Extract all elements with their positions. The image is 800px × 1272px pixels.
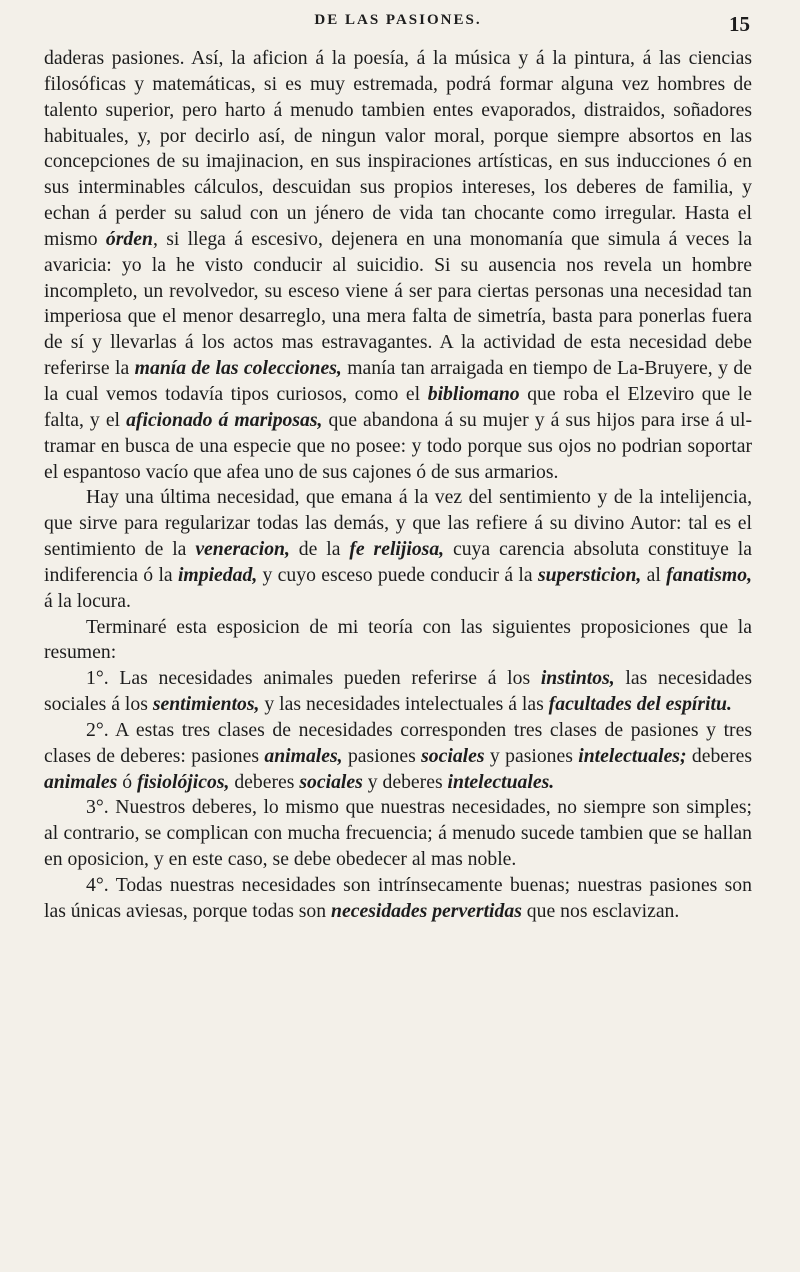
text-run: al: [641, 563, 667, 586]
emphasis: facultades del espíritu.: [548, 693, 732, 716]
emphasis: fe relijiosa,: [349, 538, 445, 561]
emphasis: sociales: [421, 744, 485, 767]
text-run: que nos esclavizan.: [521, 899, 680, 922]
text-run: cuya carencia absoluta constituye la indiferencia ó la: [44, 538, 752, 586]
text-run: Hay una última necesidad, que emana á la vez del sentimiento y de la intelijencia, que sirve para regularizar todas las demás, y que las refiere á su divino Autor: tal es el sentimiento de la: [44, 486, 752, 561]
emphasis: intelectuales.: [447, 770, 555, 793]
text-run: y pasiones: [484, 744, 579, 767]
paragraph-3: [44, 615, 752, 667]
proposition-1: [44, 666, 752, 718]
emphasis: sociales: [299, 770, 363, 793]
emphasis: bibliomano: [427, 382, 520, 405]
running-head: [44, 12, 752, 40]
text-run: 1°. Las necesidades animales pueden referirse á los: [86, 667, 541, 690]
emphasis: sentimientos,: [152, 693, 260, 716]
text-run: las necesidades sociales á los: [44, 667, 752, 716]
text-run: y deberes: [362, 770, 448, 793]
text-run: ó: [117, 770, 137, 793]
proposition-4: [44, 873, 752, 925]
text-run: de la: [289, 538, 350, 561]
text-run: 4°. Todas nuestras necesidades son intrínsecamente buenas; nuestras pasiones son las únicas aviesas, porque todas son: [44, 874, 752, 922]
text-run: y las necesidades intelectuales á las: [259, 693, 549, 716]
text-run: que roba el Elzeviro que le falta, y el: [44, 382, 753, 431]
paragraph-2: [44, 485, 752, 614]
text-run: daderas pasiones. Así, la aficion á la poesía, á la música y á la pintura, á las ciencias filosóficas y matemáticas, si es muy estremada, podrá formar alguna vez hombres de talento superior, pero harto á menudo tambien entes evaporados, distraidos, soñadores habituales, y, por decirlo así, de ningun valor moral, porque siempre absortos en las concepciones de su imajinacion, en sus inspiraciones artísticas, en sus inducciones ó en sus interminables cálculos, descuidan sus propios intereses, los deberes de familia, y echan á perder su salud con un jénero de vida tan chocante como irregular. Hasta el mismo: [44, 47, 752, 250]
page-number: 15: [729, 12, 750, 36]
proposition-2: [44, 718, 752, 796]
text-run: , si llega á escesivo, dejenera en una monomanía que simula á veces la avaricia: yo la he visto conducir al suicidio. Si su ausencia nos revela un hombre incompleto, un revolvedor, su esceso viene á ser para ciertas personas una necesidad tan imperiosa que el menor desarreglo, una mera falta de simetría, basta para ponerlas fuera de sí y llevarlas á los actos mas estravagantes. A la actividad de esta necesidad debe referirse la: [44, 227, 752, 380]
text-run: 3°. Nuestros deberes, lo mismo que nuestras necesidades, no siempre son simples; al contrario, se complican con mucha frecuencia; á menudo sucede tambien que se hallan en oposicion, y en este caso, se debe obedecer al mas noble.: [44, 796, 752, 871]
emphasis: aficionado á mariposas,: [126, 408, 323, 431]
emphasis: instintos,: [540, 667, 615, 690]
emphasis: manía de las colecciones,: [134, 357, 342, 380]
text-run: manía tan arraigada en tiempo de La-Bruyere, y de la cual vemos todavía tipos curiosos, como el: [44, 357, 753, 405]
paragraph-1: [44, 46, 752, 485]
text-run: Terminaré esta esposicion de mi teoría con las siguientes proposiciones que la resumen:: [44, 615, 752, 664]
text-run: y cuyo esceso puede conducir á la: [257, 563, 538, 586]
emphasis: animales,: [264, 744, 343, 767]
emphasis: necesidades pervertidas: [331, 899, 522, 922]
body-text: [44, 46, 752, 925]
text-run: pasiones: [342, 744, 422, 767]
emphasis: órden: [105, 227, 153, 250]
emphasis: fanatismo,: [666, 563, 753, 586]
proposition-3: [44, 795, 752, 873]
text-run: deberes: [229, 770, 300, 793]
emphasis: intelectuales;: [578, 744, 687, 767]
emphasis: veneracion,: [195, 538, 290, 561]
emphasis: animales: [44, 770, 118, 793]
running-title: DE LAS PASIONES.: [314, 12, 482, 28]
emphasis: impiedad,: [177, 563, 258, 586]
text-run: á la locura.: [44, 589, 131, 612]
emphasis: supersticion,: [537, 563, 642, 586]
text-run: deberes: [686, 744, 753, 767]
emphasis: fisiolójicos,: [136, 770, 230, 793]
text-run: 2°. A estas tres clases de necesidades corresponden tres clases de pasiones y tres clases de deberes: pasiones: [44, 718, 752, 767]
text-run: que abandona á su mujer y á sus hijos para irse á ultramar en busca de una especie que no posee: y todo porque sus ojos no podrian soportar el espantoso vacío que afea uno de sus cajones ó de sus armarios.: [44, 408, 753, 483]
